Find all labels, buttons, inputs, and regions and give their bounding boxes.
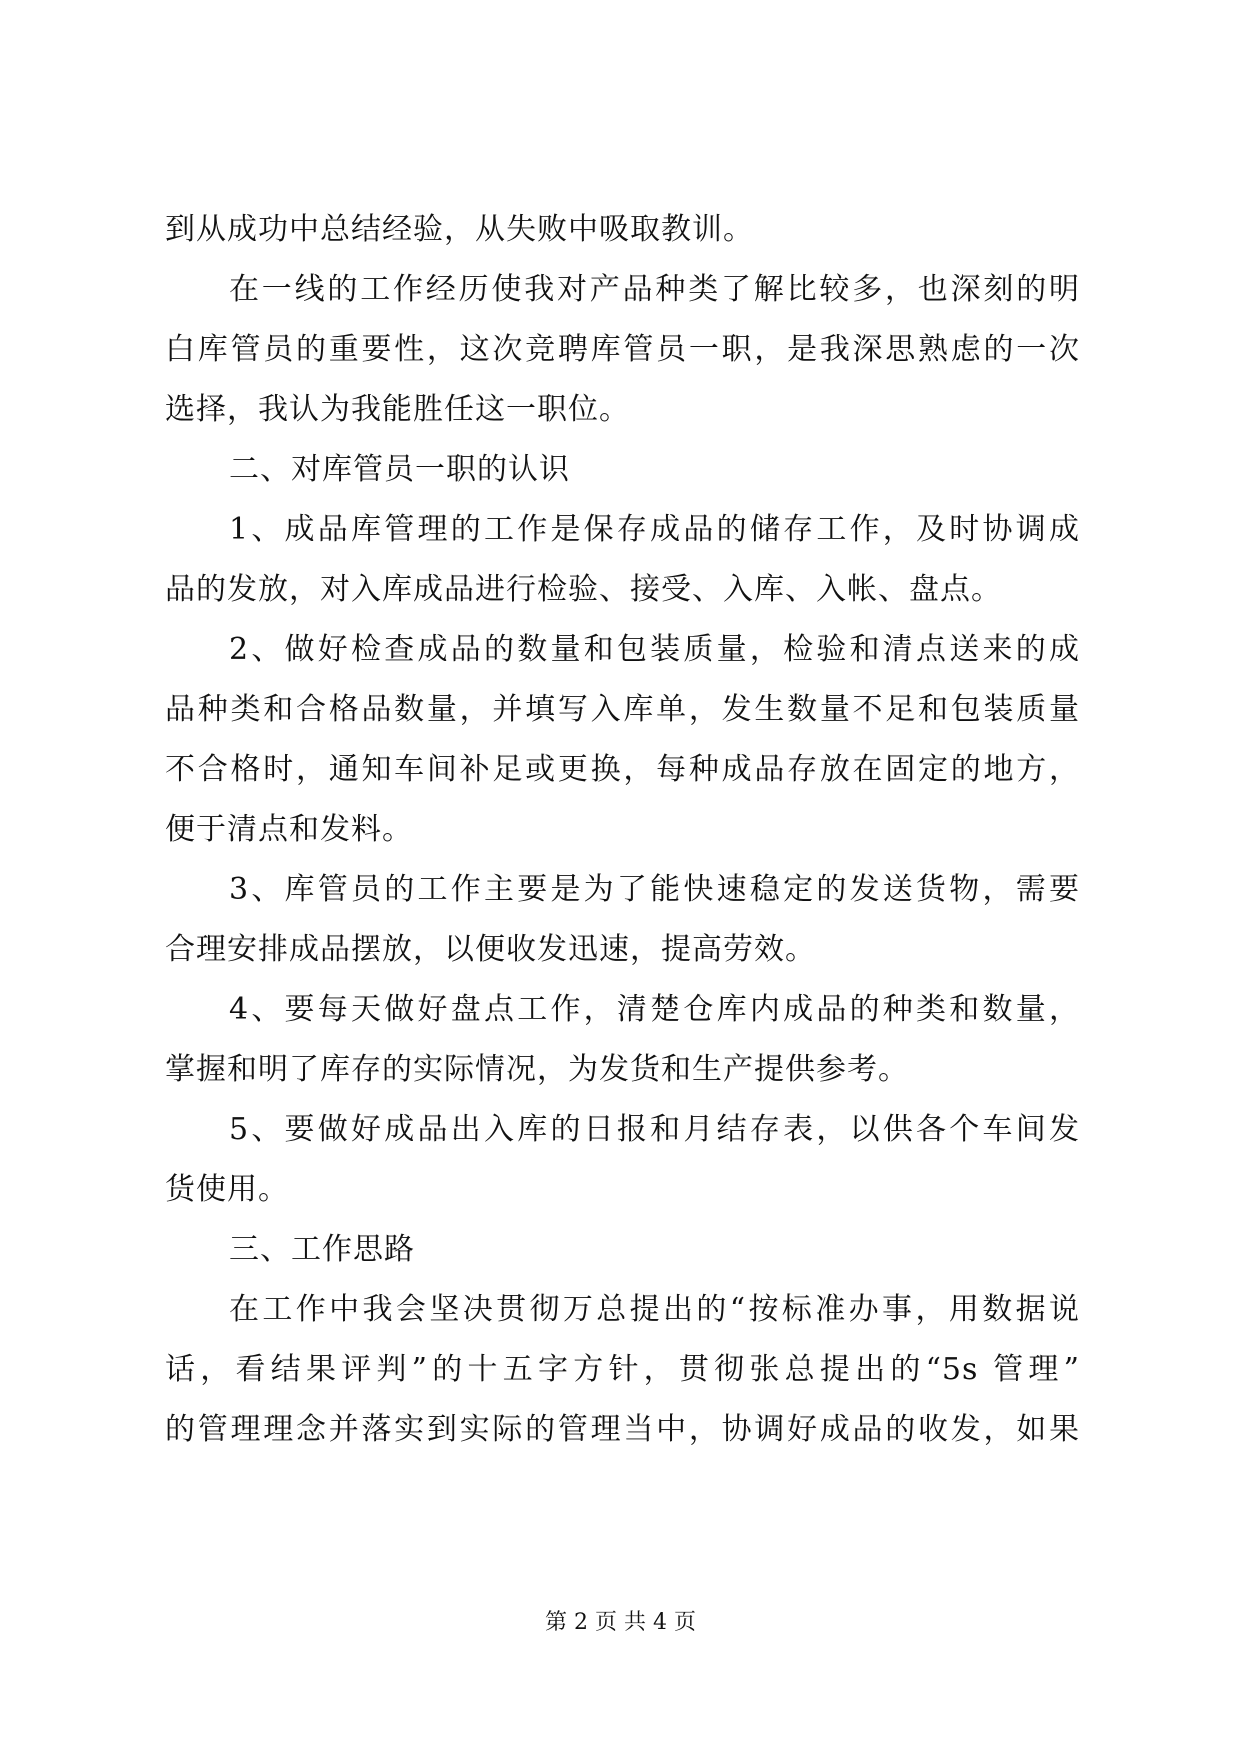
paragraph-line: 到从成功中总结经验，从失败中吸取教训。	[165, 212, 754, 247]
paragraph-line: 货使用。	[165, 1172, 289, 1207]
paragraph-line: 在一线的工作经历使我对产品种类了解比较多，也深刻的明	[229, 272, 1080, 307]
paragraph-line: 合理安排成品摆放，以便收发迅速，提高劳效。	[165, 932, 816, 967]
paragraph-line: 4、要每天做好盘点工作，清楚仓库内成品的种类和数量，	[229, 992, 1080, 1027]
page-number-footer: 第 2 页 共 4 页	[545, 1610, 696, 1635]
section-heading: 二、对库管员一职的认识	[229, 452, 570, 487]
paragraph-line: 掌握和明了库存的实际情况，为发货和生产提供参考。	[165, 1052, 909, 1087]
paragraph-line: 选择，我认为我能胜任这一职位。	[165, 392, 630, 427]
paragraph-line: 便于清点和发料。	[165, 812, 413, 847]
paragraph-line: 在工作中我会坚决贯彻万总提出的“按标准办事，用数据说	[229, 1292, 1080, 1327]
paragraph-line: 1、成品库管理的工作是保存成品的储存工作，及时协调成	[229, 512, 1080, 547]
paragraph-line: 白库管员的重要性，这次竞聘库管员一职，是我深思熟虑的一次	[165, 332, 1080, 367]
paragraph-line: 5、要做好成品出入库的日报和月结存表，以供各个车间发	[229, 1112, 1080, 1147]
paragraph-line: 3、库管员的工作主要是为了能快速稳定的发送货物，需要	[229, 872, 1080, 907]
paragraph-line: 不合格时，通知车间补足或更换，每种成品存放在固定的地方，	[165, 752, 1080, 787]
paragraph-line: 话，看结果评判”的十五字方针，贯彻张总提出的“5s 管理”	[165, 1352, 1080, 1387]
paragraph-line: 品种类和合格品数量，并填写入库单，发生数量不足和包装质量	[165, 692, 1080, 727]
document-body	[165, 200, 1080, 1460]
paragraph-line: 的管理理念并落实到实际的管理当中，协调好成品的收发，如果	[165, 1412, 1080, 1447]
paragraph-line: 品的发放，对入库成品进行检验、接受、入库、入帐、盘点。	[165, 572, 1002, 607]
paragraph-line: 2、做好检查成品的数量和包装质量，检验和清点送来的成	[229, 632, 1080, 667]
section-heading: 三、工作思路	[229, 1232, 415, 1267]
